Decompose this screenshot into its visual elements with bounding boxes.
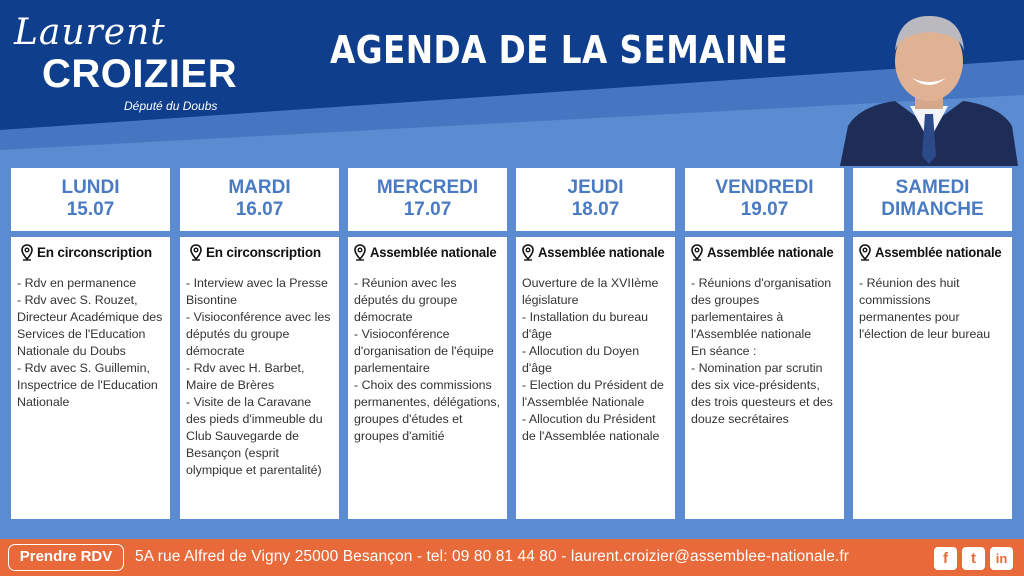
linkedin-icon[interactable]: in xyxy=(990,547,1013,570)
map-pin-icon xyxy=(522,244,534,261)
day-name: LUNDI xyxy=(61,177,120,198)
list-item: - Rdv avec S. Guillemin, Inspectrice de l'Education Nationale xyxy=(17,361,158,409)
logo-script: Laurent xyxy=(14,12,166,53)
location-heading xyxy=(859,244,1006,261)
agenda-items xyxy=(17,275,164,411)
list-item: - Réunion avec les députés du groupe démocrate xyxy=(354,276,458,324)
location-heading xyxy=(17,244,164,261)
map-pin-icon xyxy=(354,244,366,261)
list-item: - Rdv en permanence xyxy=(17,276,137,290)
day-card-jeudi xyxy=(516,168,675,231)
agenda-items xyxy=(522,275,669,445)
map-pin-icon xyxy=(21,244,33,261)
day-card-vendredi xyxy=(685,168,844,231)
list-item: - Allocution du Président de l'Assemblée nationale xyxy=(522,412,660,443)
list-item: - Interview avec la Presse Bisontine xyxy=(186,276,328,307)
list-item: - Visioconférence avec les députés du groupe démocrate xyxy=(186,310,331,358)
location-label: Assemblée nationale xyxy=(370,245,497,260)
logo xyxy=(14,12,238,113)
list-item: - Choix des commissions permanentes, délégations, groupes d'études et groupes d'amitié xyxy=(354,378,501,443)
facebook-icon[interactable]: f xyxy=(934,547,957,570)
day-card-mercredi xyxy=(348,168,507,231)
agenda-items xyxy=(354,275,501,445)
list-item: - Rdv avec S. Rouzet, Directeur Académique des Services de l'Education Nationale du Doubs xyxy=(17,293,163,358)
day-date: 18.07 xyxy=(571,199,620,220)
day-name: SAMEDI xyxy=(895,177,970,198)
day-card-lundi xyxy=(11,168,170,231)
twitter-icon[interactable]: t xyxy=(962,547,985,570)
map-pin-icon xyxy=(691,244,703,261)
agenda-card-weekend xyxy=(853,237,1012,519)
location-label: Assemblée nationale xyxy=(875,245,1002,260)
agenda-card-mercredi xyxy=(348,237,507,519)
list-item: - Election du Président de l'Assemblée Nationale xyxy=(522,378,664,409)
location-heading xyxy=(522,244,669,261)
footer-bar xyxy=(0,539,1024,576)
prendre-rdv-button[interactable]: Prendre RDV xyxy=(8,544,124,571)
logo-name: CROIZIER xyxy=(42,52,238,96)
list-item: En séance : xyxy=(691,344,757,358)
list-item: - Réunion des huit commissions permanentes pour l'élection de leur bureau xyxy=(859,276,991,341)
list-item: - Allocution du Doyen d'âge xyxy=(522,344,640,375)
agenda-card-jeudi xyxy=(516,237,675,519)
day-date: DIMANCHE xyxy=(881,199,984,220)
agenda-items xyxy=(186,275,333,479)
contact-info: 5A rue Alfred de Vigny 25000 Besançon - tel: 09 80 81 44 80 - laurent.croizier@assemblee-nationale.fr xyxy=(135,548,850,565)
list-item: - Visioconférence d'organisation de l'équipe parlementaire xyxy=(354,327,494,375)
logo-subtitle: Député du Doubs xyxy=(124,99,218,113)
agenda-card-lundi xyxy=(11,237,170,519)
location-heading xyxy=(691,244,838,261)
day-date: 16.07 xyxy=(235,199,284,220)
list-item: - Rdv avec H. Barbet, Maire de Brères xyxy=(186,361,305,392)
location-label: En circonscription xyxy=(37,245,152,260)
day-date: 17.07 xyxy=(403,199,452,220)
map-pin-icon xyxy=(190,244,202,261)
agenda-items xyxy=(859,275,1006,343)
list-item: - Réunions d'organisation des groupes parlementaires à l'Assemblée nationale xyxy=(691,276,832,341)
day-date: 19.07 xyxy=(740,199,789,220)
day-date: 15.07 xyxy=(66,199,115,220)
agenda-card-vendredi xyxy=(685,237,844,519)
location-heading xyxy=(354,244,501,261)
list-item: - Installation du bureau d'âge xyxy=(522,310,649,341)
location-label: En circonscription xyxy=(206,245,321,260)
location-label: Assemblée nationale xyxy=(707,245,834,260)
portrait-photo xyxy=(840,6,1018,166)
day-name: MERCREDI xyxy=(376,177,479,198)
day-card-mardi xyxy=(180,168,339,231)
page-title: AGENDA DE LA SEMAINE xyxy=(330,28,789,72)
day-name: MARDI xyxy=(228,177,291,198)
day-name: VENDREDI xyxy=(715,177,814,198)
agenda-items xyxy=(691,275,838,428)
day-card-weekend xyxy=(853,168,1012,231)
location-label: Assemblée nationale xyxy=(538,245,665,260)
day-name: JEUDI xyxy=(567,177,624,198)
agenda-card-mardi xyxy=(180,237,339,519)
list-item: Ouverture de la XVIIème législature xyxy=(522,276,659,307)
location-heading xyxy=(186,244,333,261)
map-pin-icon xyxy=(859,244,871,261)
list-item: - Visite de la Caravane des pieds d'immeuble du Club Sauvegarde de Besançon (esprit olympique et parentalité) xyxy=(186,395,323,477)
list-item: - Nomination par scrutin des six vice-présidents, des trois questeurs et des douze secrétaires xyxy=(691,361,833,426)
